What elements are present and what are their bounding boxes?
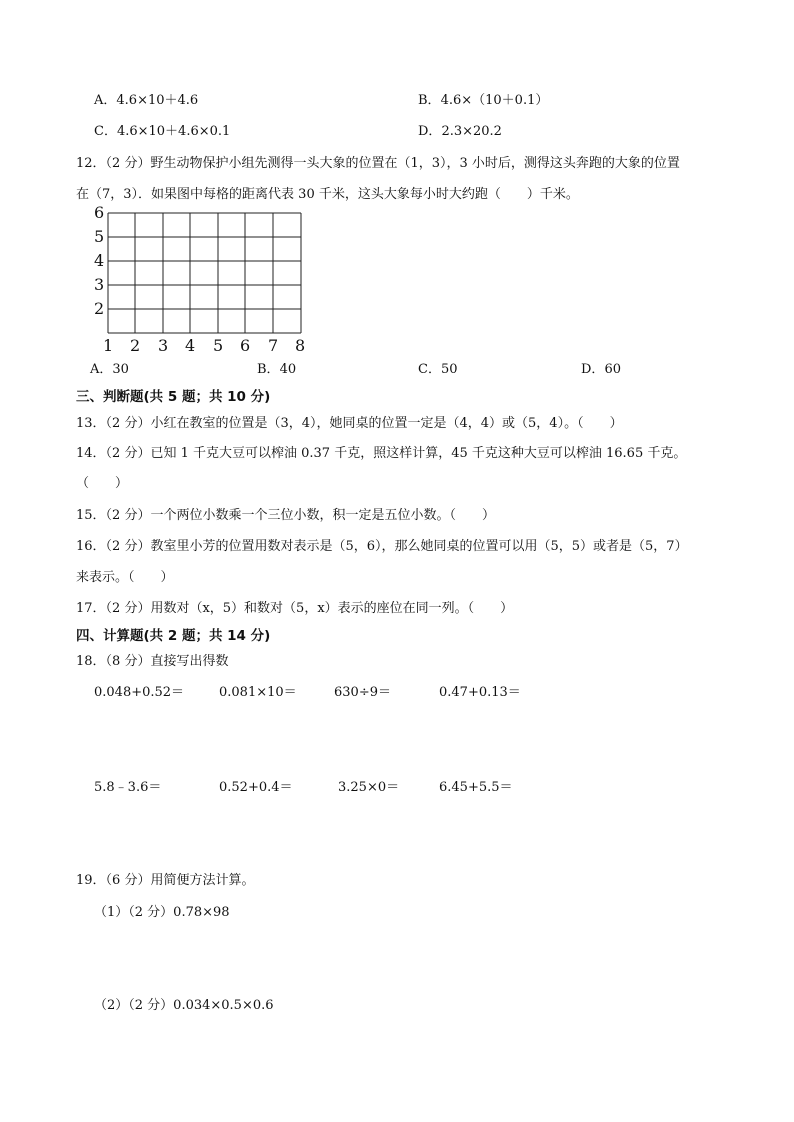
q19-title: 19．（6 分）用简便方法计算。	[76, 873, 255, 888]
q18-item-3: 630÷9＝	[334, 685, 391, 700]
x-label-3: 3	[158, 336, 169, 352]
section4-title: 四、计算题(共 2 题；共 14 分)	[76, 628, 271, 644]
q11-option-c	[94, 120, 230, 139]
q12-text-line1: 12．（2 分）野生动物保护小组先测得一头大象的位置在（1，3），3 小时后，测得这头奔跑的大象的位置	[76, 156, 680, 171]
option-text: 4.6×10＋4.6×0.1	[116, 124, 231, 139]
coordinate-grid	[88, 202, 318, 352]
option-text: 4.6×10＋4.6	[116, 93, 199, 108]
option-letter: A．	[94, 93, 117, 108]
y-label-2: 2	[94, 299, 105, 318]
grid-lines	[108, 213, 301, 333]
option-text: 50	[440, 362, 458, 377]
option-text: 4.6×（10＋0.1）	[440, 93, 549, 108]
q12-option-d	[581, 358, 621, 377]
q18-item-5: 5.8﹣3.6＝	[94, 780, 162, 795]
q11-option-a	[94, 89, 198, 108]
option-letter: C．	[94, 124, 117, 139]
q12-option-c	[418, 358, 458, 377]
option-letter: B．	[257, 362, 280, 377]
y-label-3: 3	[94, 275, 105, 294]
q18-item-2: 0.081×10＝	[219, 685, 297, 700]
q18-title: 18．（8 分）直接写出得数	[76, 654, 229, 669]
q16-text-line2: 来表示。（ ）	[76, 570, 174, 585]
x-label-1: 1	[103, 336, 114, 352]
y-label-5: 5	[94, 227, 105, 246]
x-label-8: 8	[295, 336, 306, 352]
option-letter: A．	[90, 362, 113, 377]
q19-sub1: （1）（2 分）0.78×98	[94, 905, 230, 920]
x-label-7: 7	[268, 336, 279, 352]
option-text: 40	[279, 362, 297, 377]
q18-item-7: 3.25×0＝	[338, 780, 400, 795]
y-label-6: 6	[94, 203, 105, 222]
q18-item-8: 6.45+5.5＝	[439, 780, 513, 795]
q12-option-a	[90, 358, 129, 377]
q18-item-4: 0.47+0.13＝	[439, 685, 521, 700]
x-label-5: 5	[213, 336, 224, 352]
option-text: 2.3×20.2	[441, 124, 502, 139]
x-label-2: 2	[130, 336, 141, 352]
option-text: 60	[604, 362, 621, 377]
q17-text: 17．（2 分）用数对（x，5）和数对（5，x）表示的座位在同一列。（ ）	[76, 601, 514, 616]
q19-sub2: （2）（2 分）0.034×0.5×0.6	[94, 998, 274, 1013]
x-label-6: 6	[240, 336, 251, 352]
q13-text: 13．（2 分）小红在教室的位置是（3，4），她同桌的位置一定是（4，4）或（5，4）。（ ）	[76, 416, 623, 431]
q16-text-line1: 16．（2 分）教室里小芳的位置用数对表示是（5，6），那么她同桌的位置可以用（5，5）或者是（5，7）	[76, 539, 688, 554]
option-text: 30	[112, 362, 129, 377]
q18-item-1: 0.048+0.52＝	[94, 685, 185, 700]
q14-text-line1: 14．（2 分）已知 1 千克大豆可以榨油 0.37 千克，照这样计算，45 千克这种大豆可以榨油 16.65 千克。	[76, 446, 687, 461]
x-label-4: 4	[185, 336, 196, 352]
q12-option-b	[257, 358, 296, 377]
q12-text-line2: 在（7，3）．如果图中每格的距离代表 30 千米，这头大象每小时大约跑（ ）千米。	[76, 187, 579, 202]
q18-item-6: 0.52+0.4＝	[219, 780, 293, 795]
q11-option-b	[418, 89, 548, 108]
q15-text: 15．（2 分）一个两位小数乘一个三位小数，积一定是五位小数。（ ）	[76, 508, 495, 523]
option-letter: D．	[581, 362, 605, 377]
option-letter: D．	[418, 124, 442, 139]
option-letter: B．	[418, 93, 441, 108]
y-label-4: 4	[94, 251, 105, 270]
option-letter: C．	[418, 362, 441, 377]
section3-title: 三、判断题(共 5 题；共 10 分)	[76, 389, 271, 405]
q14-text-line2: （ ）	[76, 476, 129, 491]
q11-option-d	[418, 120, 502, 139]
